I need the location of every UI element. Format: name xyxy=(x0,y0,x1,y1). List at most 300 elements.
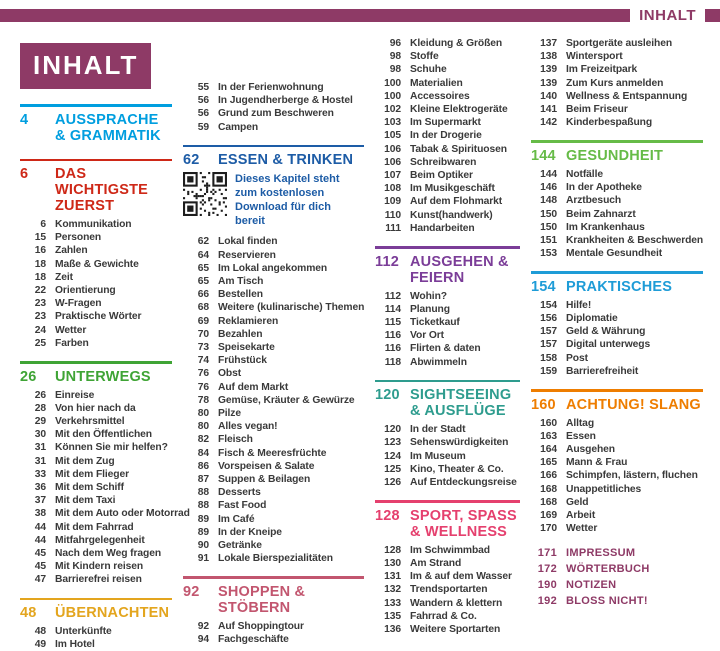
toc-entry xyxy=(375,156,520,169)
toc-entry-page: 158 xyxy=(540,352,557,364)
toc-entry xyxy=(20,521,172,534)
toc-entry xyxy=(531,181,703,194)
toc-entry-page: 64 xyxy=(197,249,209,261)
toc-entry xyxy=(375,342,520,355)
toc-entry-page: 116 xyxy=(384,330,401,342)
toc-entry-page: 98 xyxy=(389,51,401,63)
toc-entry-label: Pilze xyxy=(218,407,241,419)
toc-entry xyxy=(375,90,520,103)
toc-entry xyxy=(375,316,520,329)
toc-entry-page: 126 xyxy=(384,477,401,489)
toc-entry-label: Frühstück xyxy=(218,355,267,367)
toc-entry xyxy=(531,593,703,609)
toc-entry xyxy=(531,352,703,365)
toc-entry-label: Im Krankenhaus xyxy=(566,221,645,233)
toc-entry-page: 163 xyxy=(540,430,557,442)
section-page: 4 xyxy=(20,111,29,128)
toc-entry xyxy=(183,288,364,301)
toc-entry-label: Reservieren xyxy=(218,249,276,261)
toc-entry-label: Mentale Gesundheit xyxy=(566,248,663,260)
toc-entry xyxy=(531,247,703,260)
toc-entry-label: Kunst(handwerk) xyxy=(410,209,493,221)
toc-entry xyxy=(375,116,520,129)
toc-entry-label: W-Fragen xyxy=(55,298,102,310)
toc-entry-page: 160 xyxy=(540,417,557,429)
toc-entry xyxy=(531,325,703,338)
toc-entry xyxy=(183,460,364,473)
toc-entry-label: Alles vegan! xyxy=(218,421,278,433)
toc-entry-page: 80 xyxy=(197,421,209,433)
toc-entry-label: Alltag xyxy=(566,417,595,429)
toc-entry xyxy=(375,182,520,195)
toc-entry xyxy=(375,436,520,449)
toc-entry-page: 100 xyxy=(384,90,401,102)
toc-entry-label: Accessoires xyxy=(410,90,470,102)
toc-entry xyxy=(375,103,520,116)
table-of-contents xyxy=(0,22,720,651)
toc-entry xyxy=(375,222,520,235)
toc-entry-label: Im Lokal angekommen xyxy=(218,262,328,274)
toc-entry-label: Im Hotel xyxy=(55,639,95,651)
toc-entry-page: 192 xyxy=(537,595,557,608)
toc-entry xyxy=(20,310,172,323)
section-title: UNTERWEGS xyxy=(55,368,151,385)
toc-entry-page: 171 xyxy=(537,547,557,560)
page-title: INHALT xyxy=(20,43,151,89)
toc-entry xyxy=(531,208,703,221)
toc-entry-label: Im Supermarkt xyxy=(410,117,481,129)
toc-entry-page: 16 xyxy=(34,245,46,257)
section-page: 154 xyxy=(531,278,556,295)
toc-entry xyxy=(183,315,364,328)
toc-entry xyxy=(531,430,703,443)
toc-entry-page: 80 xyxy=(197,407,209,419)
toc-entry-label: Reklamieren xyxy=(218,315,279,327)
toc-entry-page: 90 xyxy=(197,539,209,551)
section-title: SIGHTSEEING & AUSFLÜGE xyxy=(410,387,512,420)
toc-entry-label: Unappetitliches xyxy=(566,483,642,495)
toc-entry-label: Barrierefrei reisen xyxy=(55,574,142,586)
toc-entry xyxy=(375,50,520,63)
toc-entry xyxy=(20,494,172,507)
toc-entry xyxy=(375,77,520,90)
download-note-block xyxy=(183,172,364,228)
toc-entry-label: Wohin? xyxy=(410,290,447,302)
toc-entry-page: 56 xyxy=(197,95,209,107)
toc-entry xyxy=(183,301,364,314)
toc-entry xyxy=(183,513,364,526)
toc-entry-page: 106 xyxy=(384,143,401,155)
section-divider xyxy=(531,140,703,143)
toc-entry-page: 65 xyxy=(197,275,209,287)
toc-section xyxy=(183,145,364,566)
toc-entry xyxy=(20,231,172,244)
toc-entry-label: Barrierefreiheit xyxy=(566,365,639,377)
toc-entry xyxy=(20,428,172,441)
toc-section xyxy=(531,389,703,535)
toc-entry xyxy=(375,303,520,316)
toc-entry-label: Campen xyxy=(218,121,259,133)
toc-entry-label: Getränke xyxy=(218,539,262,551)
toc-entry xyxy=(531,545,703,561)
toc-entry-label: Trendsportarten xyxy=(410,584,488,596)
toc-entry xyxy=(183,235,364,248)
toc-entry-page: 44 xyxy=(34,534,46,546)
toc-entry-page: 29 xyxy=(34,415,46,427)
toc-section xyxy=(375,246,520,369)
toc-entry-page: 22 xyxy=(34,285,46,297)
toc-entry-label: Kleidung & Größen xyxy=(410,38,503,49)
toc-entry-page: 68 xyxy=(197,302,209,314)
toc-entry-page: 139 xyxy=(540,77,557,89)
toc-entry-label: Schimpfen, lästern, fluchen xyxy=(566,470,698,482)
toc-entry-label: Weitere (kulinarische) Themen xyxy=(218,302,365,314)
download-note: Dieses Kapitel steht zum kostenlosen Download für dich bereit xyxy=(235,173,340,228)
toc-column-1 xyxy=(20,37,190,651)
toc-entry xyxy=(183,262,364,275)
toc-entry-page: 170 xyxy=(540,523,557,535)
toc-entry-page: 135 xyxy=(384,610,401,622)
section-heading xyxy=(375,387,520,419)
toc-entry-page: 55 xyxy=(197,82,209,93)
toc-entry-page: 30 xyxy=(34,429,46,441)
toc-entry-page: 138 xyxy=(540,51,557,63)
toc-entry xyxy=(531,116,703,129)
toc-entry-label: Verkehrsmittel xyxy=(55,415,125,427)
section-heading xyxy=(183,152,364,168)
toc-entry-page: 49 xyxy=(34,639,46,651)
toc-entry-page: 120 xyxy=(384,424,401,436)
toc-entry-label: Kleine Elektrogeräte xyxy=(410,104,508,116)
toc-entry-label: Im Musikgeschäft xyxy=(410,183,495,195)
toc-entry-page: 6 xyxy=(40,219,46,230)
toc-entry xyxy=(183,486,364,499)
toc-entry-label: Mit dem Schiff xyxy=(55,481,124,493)
toc-entry-page: 91 xyxy=(197,553,209,565)
toc-entry xyxy=(531,63,703,76)
toc-entry-page: 76 xyxy=(197,381,209,393)
toc-entry-page: 136 xyxy=(384,624,401,635)
toc-entry xyxy=(183,633,364,646)
toc-entry-label: Suppen & Beilagen xyxy=(218,473,311,485)
toc-entry-page: 45 xyxy=(34,547,46,559)
toc-entry-label: BLOSS NICHT! xyxy=(566,595,648,608)
section-divider xyxy=(375,380,520,383)
toc-entry-label: Auf dem Markt xyxy=(218,381,289,393)
toc-section xyxy=(20,159,172,351)
toc-entry-label: Geld & Währung xyxy=(566,326,646,338)
toc-entry-page: 142 xyxy=(540,117,557,129)
toc-entry xyxy=(20,455,172,468)
toc-entry-label: Krankheiten & Beschwerden xyxy=(566,234,704,246)
toc-entry xyxy=(531,194,703,207)
toc-entry xyxy=(375,37,520,50)
toc-entry xyxy=(375,356,520,369)
toc-entry xyxy=(375,570,520,583)
toc-entry-page: 151 xyxy=(540,234,557,246)
toc-entry xyxy=(183,552,364,565)
toc-entry-label: Einreise xyxy=(55,389,95,401)
toc-entry xyxy=(183,341,364,354)
toc-entry-label: Speisekarte xyxy=(218,341,275,353)
toc-entry-page: 169 xyxy=(540,509,557,521)
toc-section xyxy=(375,500,520,636)
toc-entry xyxy=(183,526,364,539)
toc-entry-page: 168 xyxy=(540,496,557,508)
toc-entry-label: In der Kneipe xyxy=(218,526,282,538)
toc-entry-page: 125 xyxy=(384,463,401,475)
toc-entry-page: 132 xyxy=(384,584,401,596)
toc-entry xyxy=(183,381,364,394)
toc-entry-page: 112 xyxy=(384,290,401,302)
section-heading xyxy=(375,508,520,540)
toc-entry xyxy=(183,275,364,288)
toc-entry-label: Lokal finden xyxy=(218,236,278,248)
section-divider xyxy=(375,500,520,503)
toc-entry-label: In der Drogerie xyxy=(410,130,482,142)
toc-entry xyxy=(20,507,190,520)
toc-entry xyxy=(20,324,172,337)
toc-entry-page: 18 xyxy=(34,271,46,283)
toc-entry-page: 109 xyxy=(384,196,401,208)
toc-entry-page: 45 xyxy=(34,561,46,573)
toc-section xyxy=(20,104,172,148)
toc-entry-page: 23 xyxy=(34,298,46,310)
toc-entry xyxy=(20,271,172,284)
backmatter xyxy=(531,545,703,609)
toc-entry-page: 36 xyxy=(34,481,46,493)
toc-entry-page: 92 xyxy=(197,620,209,632)
top-bar-line xyxy=(0,9,630,22)
toc-entry xyxy=(183,94,364,107)
section-page: 48 xyxy=(20,605,37,622)
toc-entry-page: 94 xyxy=(197,634,209,646)
section-heading xyxy=(531,279,703,295)
toc-section xyxy=(531,271,703,378)
toc-entry-label: Sportgeräte ausleihen xyxy=(566,38,673,49)
toc-entry xyxy=(375,557,520,570)
toc-entry-label: Personen xyxy=(55,232,102,244)
toc-entry-page: 25 xyxy=(34,337,46,349)
toc-entry-label: Abwimmeln xyxy=(410,356,467,368)
toc-entry xyxy=(375,623,520,636)
toc-entry-page: 111 xyxy=(385,222,401,234)
toc-entry-label: Nach dem Weg fragen xyxy=(55,547,162,559)
toc-entry-label: Fleisch xyxy=(218,434,253,446)
toc-entry-label: Vorspeisen & Salate xyxy=(218,460,315,472)
toc-entry-page: 59 xyxy=(197,121,209,133)
toc-entry-label: Mit dem Taxi xyxy=(55,495,116,507)
section-divider xyxy=(531,389,703,392)
toc-entry xyxy=(20,534,172,547)
toc-entry-page: 128 xyxy=(384,544,401,556)
section-title: DAS WICHTIGSTE ZUERST xyxy=(55,166,149,214)
toc-entry-label: Materialien xyxy=(410,77,463,89)
section-title: ACHTUNG! SLANG xyxy=(566,396,701,413)
toc-entry-page: 73 xyxy=(197,341,209,353)
toc-entry xyxy=(531,90,703,103)
toc-entry xyxy=(20,297,172,310)
section-divider xyxy=(20,598,172,601)
toc-entry-page: 190 xyxy=(537,579,557,592)
toc-entry-label: Geld xyxy=(566,496,589,508)
toc-entry-page: 124 xyxy=(384,450,401,462)
toc-entry xyxy=(375,143,520,156)
toc-entry xyxy=(531,103,703,116)
toc-entry-label: Wandern & klettern xyxy=(410,597,503,609)
toc-section xyxy=(20,361,190,587)
toc-entry-label: Mitfahrgelegenheit xyxy=(55,534,145,546)
toc-entry-label: Tabak & Spirituosen xyxy=(410,143,507,155)
toc-entry-page: 157 xyxy=(540,339,557,351)
section-page: 144 xyxy=(531,147,556,164)
toc-entry-group xyxy=(375,37,520,235)
toc-entry-page: 65 xyxy=(197,262,209,274)
toc-entry-page: 89 xyxy=(197,513,209,525)
toc-entry-page: 106 xyxy=(384,156,401,168)
toc-entry-label: Auf Entdeckungsreise xyxy=(410,477,517,489)
toc-entry-page: 137 xyxy=(540,38,557,49)
toc-entry-label: Hilfe! xyxy=(566,299,592,311)
toc-entry xyxy=(531,365,703,378)
toc-entry-page: 131 xyxy=(384,571,401,583)
toc-entry xyxy=(183,447,364,460)
toc-entry-page: 48 xyxy=(34,626,46,638)
toc-entry-page: 146 xyxy=(540,182,557,194)
toc-entry-page: 31 xyxy=(34,455,46,467)
toc-column-3 xyxy=(375,37,520,651)
toc-entry-label: Lokale Bierspezialitäten xyxy=(218,553,333,565)
toc-entry xyxy=(375,597,520,610)
toc-entry-label: Auf dem Flohmarkt xyxy=(410,196,503,208)
toc-entry-page: 108 xyxy=(384,183,401,195)
toc-entry xyxy=(183,473,364,486)
toc-entry-label: Können Sie mir helfen? xyxy=(55,442,168,454)
toc-entry xyxy=(375,209,520,222)
toc-entry-label: Schuhe xyxy=(410,64,447,76)
toc-entry-label: Grund zum Beschweren xyxy=(218,108,334,120)
toc-entry-label: Notfälle xyxy=(566,168,603,180)
section-title: PRAKTISCHES xyxy=(566,278,673,295)
toc-entry-page: 86 xyxy=(197,460,209,472)
toc-column-4 xyxy=(531,37,703,651)
toc-entry xyxy=(20,441,172,454)
toc-entry-label: Wellness & Entspannung xyxy=(566,90,688,102)
toc-entry xyxy=(375,463,520,476)
toc-entry xyxy=(375,169,520,182)
section-page: 6 xyxy=(20,166,29,182)
toc-entry-page: 74 xyxy=(197,355,209,367)
toc-entry xyxy=(531,522,703,535)
toc-entry-label: Stoffe xyxy=(410,51,439,63)
toc-entry-label: Planung xyxy=(410,303,450,315)
toc-entry xyxy=(531,509,703,522)
section-page: 120 xyxy=(375,387,400,404)
toc-entry xyxy=(20,284,172,297)
toc-entry-label: Mit den Öffentlichen xyxy=(55,429,152,441)
toc-entry-page: 102 xyxy=(384,104,401,116)
toc-entry-page: 107 xyxy=(384,170,401,182)
toc-entry xyxy=(531,312,703,325)
toc-entry-page: 140 xyxy=(540,90,557,102)
toc-entry-page: 103 xyxy=(384,117,401,129)
toc-entry-page: 153 xyxy=(540,248,557,260)
toc-entry-label: Bestellen xyxy=(218,289,263,301)
toc-entry-label: Arztbesuch xyxy=(566,195,622,207)
toc-section xyxy=(183,576,364,646)
section-heading xyxy=(20,369,172,385)
toc-entry-label: Essen xyxy=(566,430,596,442)
toc-entry xyxy=(375,476,520,489)
toc-entry-label: Desserts xyxy=(218,487,261,499)
toc-entry-label: Auf Shoppingtour xyxy=(218,620,304,632)
section-heading xyxy=(20,605,172,621)
toc-entry xyxy=(183,107,364,120)
toc-entry-page: 69 xyxy=(197,315,209,327)
toc-entry-label: Bezahlen xyxy=(218,328,263,340)
toc-entry-page: 141 xyxy=(540,104,557,116)
toc-entry xyxy=(375,329,520,342)
toc-entry-label: Im Café xyxy=(218,513,255,525)
section-title: AUSGEHEN & FEIERN xyxy=(410,253,509,286)
toc-entry-page: 84 xyxy=(197,447,209,459)
toc-entry-page: 100 xyxy=(384,77,401,89)
section-title: ESSEN & TRINKEN xyxy=(218,152,354,169)
toc-entry xyxy=(183,81,364,94)
toc-entry-page: 150 xyxy=(540,221,557,233)
toc-entry-label: Zum Kurs anmelden xyxy=(566,77,664,89)
toc-entry-label: Mit dem Flieger xyxy=(55,468,130,480)
toc-section xyxy=(375,380,520,490)
toc-entry xyxy=(20,573,172,586)
toc-entry-page: 118 xyxy=(384,356,401,368)
toc-entry-page: 159 xyxy=(540,365,557,377)
toc-entry xyxy=(531,77,703,90)
toc-entry-label: Digital unterwegs xyxy=(566,339,651,351)
section-title: SHOPPEN & STÖBERN xyxy=(218,583,306,616)
toc-entry-label: Im Museum xyxy=(410,450,466,462)
toc-entry xyxy=(375,583,520,596)
toc-entry-label: IMPRESSUM xyxy=(566,547,636,560)
toc-entry-label: Kommunikation xyxy=(55,219,132,230)
section-page: 92 xyxy=(183,583,200,600)
toc-entry xyxy=(183,249,364,262)
toc-entry-label: Im & auf dem Wasser xyxy=(410,571,512,583)
toc-entry-label: Kino, Theater & Co. xyxy=(410,463,504,475)
toc-entry-label: Wetter xyxy=(566,523,598,535)
toc-entry-page: 150 xyxy=(540,208,557,220)
toc-entry xyxy=(531,299,703,312)
toc-entry xyxy=(183,394,364,407)
section-heading xyxy=(20,166,172,214)
toc-entry xyxy=(375,290,520,303)
section-title: AUSSPRACHE & GRAMMATIK xyxy=(55,111,161,144)
section-title: ÜBERNACHTEN xyxy=(55,605,170,622)
toc-entry xyxy=(531,221,703,234)
section-heading xyxy=(531,148,703,164)
toc-entry-label: Orientierung xyxy=(55,285,116,297)
toc-entry xyxy=(183,328,364,341)
toc-entry-page: 133 xyxy=(384,597,401,609)
toc-entry xyxy=(20,218,172,231)
section-page: 62 xyxy=(183,152,200,169)
toc-entry xyxy=(20,560,172,573)
toc-entry-page: 144 xyxy=(540,168,557,180)
section-heading xyxy=(183,584,364,616)
toc-entry xyxy=(183,407,364,420)
toc-entry-page: 96 xyxy=(389,38,401,49)
section-divider xyxy=(20,159,172,162)
